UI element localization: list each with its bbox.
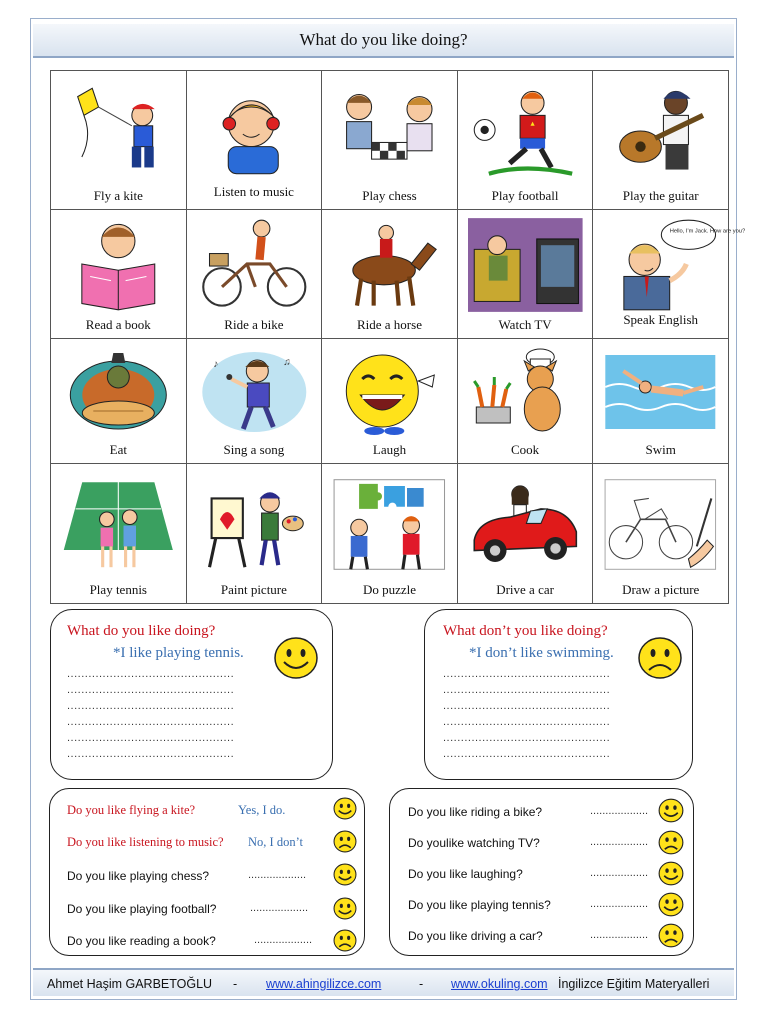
qa-question: Do you like riding a bike? (408, 805, 543, 819)
page-title: What do you like doing? (299, 30, 468, 49)
activity-label: Ride a horse (356, 317, 422, 332)
qa-answer: Yes, I do. (238, 803, 286, 817)
sad-face-icon (658, 923, 684, 948)
answer-line[interactable]: ............................................... (67, 748, 235, 760)
happy-face-icon (658, 798, 684, 823)
sad-face-icon (333, 830, 357, 853)
like-answer-lines (67, 666, 234, 762)
painting-boy-illustration (197, 472, 312, 577)
speech-bubble-text: Hello, I'm Jack. How are you? (670, 228, 746, 235)
footer-separator: - (233, 977, 238, 991)
activity-cell (322, 210, 458, 339)
answer-line[interactable]: ............................................... (67, 668, 235, 680)
footer-author: Ahmet Haşim GARBETOĞLU (47, 977, 213, 991)
answer-line[interactable]: ............................................... (443, 732, 611, 744)
activity-cell (322, 339, 458, 464)
puzzle-kids-illustration (332, 472, 447, 577)
activity-cell (51, 464, 187, 604)
activity-label: Listen to music (213, 184, 294, 199)
sad-face-icon (333, 929, 357, 952)
qa-answer: No, I don’t (248, 835, 303, 849)
reading-boy-illustration (61, 218, 176, 312)
svg-text:♪: ♪ (212, 359, 218, 370)
activity-cell (322, 464, 458, 604)
turkey-pie-illustration (61, 347, 176, 437)
footer-link-ahingilizce[interactable]: www.ahingilizce.com (266, 977, 382, 991)
football-boy-illustration (468, 79, 583, 183)
activity-cell (186, 210, 322, 339)
activity-cell (322, 71, 458, 210)
qa-question: Do you like laughing? (408, 867, 523, 881)
activity-grid (50, 70, 746, 604)
happy-face-icon (333, 797, 357, 820)
answer-line[interactable]: ............................................... (67, 716, 235, 728)
answer-line[interactable]: ............................................... (67, 700, 235, 712)
activity-cell (51, 210, 187, 339)
activity-cell (51, 71, 187, 210)
activity-label: Paint picture (220, 582, 287, 597)
activity-label: Eat (109, 442, 127, 457)
activity-label: Play the guitar (622, 188, 699, 203)
left-qa-box (49, 788, 365, 956)
happy-face-icon (273, 636, 319, 680)
answer-line[interactable]: ............................................... (67, 684, 235, 696)
qa-answer-blank[interactable]: ................... (250, 902, 309, 914)
activity-label: Play football (491, 188, 559, 203)
activity-label: Watch TV (498, 317, 552, 332)
qa-question: Do you like listening to music? (67, 835, 224, 849)
qa-question: Do you like driving a car? (408, 929, 543, 943)
activity-cell (593, 339, 729, 464)
red-car-illustration (468, 472, 583, 577)
svg-text:♫: ♫ (282, 357, 291, 368)
activity-label: Speak English (623, 312, 699, 327)
qa-question: Do you like playing football? (67, 902, 217, 916)
qa-question: Do you like reading a book? (67, 934, 216, 948)
watching-tv-illustration (468, 218, 583, 312)
activity-cell (593, 464, 729, 604)
drawing-motorbike-illustration (603, 472, 718, 577)
speak-english-illustration (603, 218, 746, 312)
activity-label: Fly a kite (93, 188, 143, 203)
footer-bar (33, 968, 734, 996)
activity-cell (186, 464, 322, 604)
laughing-smiley-illustration (332, 347, 447, 437)
activity-cell (186, 339, 322, 464)
footer-link-okuling[interactable]: www.okuling.com (451, 977, 548, 991)
cooking-cat-illustration (468, 347, 583, 437)
qa-answer-blank[interactable]: ................... (254, 934, 313, 946)
qa-answer-blank[interactable]: ................... (248, 869, 307, 881)
bike-rider-illustration (197, 218, 312, 312)
footer-tagline: İngilizce Eğitim Materyalleri (558, 977, 710, 991)
activity-label: Play tennis (89, 582, 147, 597)
right-qa-box (389, 788, 694, 956)
music-boy-illustration (197, 79, 312, 183)
swimmer-illustration (603, 347, 718, 437)
chess-kids-illustration (332, 79, 447, 183)
like-example: *I like playing tennis. (113, 645, 244, 661)
like-question: What do you like doing? (67, 623, 216, 639)
sad-face-icon (637, 636, 683, 680)
title-bar (33, 24, 734, 58)
singing-boy-illustration (197, 347, 312, 437)
activity-cell (457, 210, 593, 339)
dislike-answer-lines (443, 666, 610, 762)
answer-line[interactable]: ............................................... (67, 732, 235, 744)
activity-cell (457, 339, 593, 464)
activity-label: Read a book (85, 317, 151, 332)
activity-cell (593, 210, 746, 339)
footer-separator: - (419, 977, 424, 991)
sad-face-icon (658, 830, 684, 855)
qa-answer-blank[interactable]: ................... (590, 867, 649, 879)
guitar-girl-illustration (603, 79, 718, 183)
qa-question: Do you like playing tennis? (408, 898, 551, 912)
dislike-example: *I don’t like swimming. (469, 645, 614, 661)
activity-cell (186, 71, 322, 210)
activity-label: Cook (510, 442, 540, 457)
dislike-question: What don’t you like doing? (443, 623, 608, 639)
activity-cell (457, 464, 593, 604)
qa-answer-blank[interactable]: ................... (590, 805, 649, 817)
happy-face-icon (333, 863, 357, 886)
qa-answer-blank[interactable]: ................... (590, 929, 649, 941)
activity-cell (457, 71, 593, 210)
qa-answer-blank[interactable]: ................... (590, 898, 649, 910)
horse-rider-illustration (332, 218, 447, 312)
happy-face-icon (333, 897, 357, 920)
kite-boy-illustration (61, 79, 176, 183)
answer-line[interactable]: ............................................... (443, 700, 611, 712)
activity-label: Draw a picture (622, 582, 700, 597)
qa-answer-blank[interactable]: ................... (590, 836, 649, 848)
activity-label: Swim (645, 442, 676, 457)
happy-face-icon (658, 892, 684, 917)
activity-label: Sing a song (223, 442, 285, 457)
activity-label: Drive a car (496, 582, 554, 597)
qa-question: Do youlike watching TV? (408, 836, 540, 850)
activity-label: Laugh (372, 442, 407, 457)
qa-question: Do you like flying a kite? (67, 803, 196, 817)
activity-cell (593, 71, 729, 210)
qa-question: Do you like playing chess? (67, 869, 210, 883)
like-box (50, 609, 333, 780)
activity-label: Play chess (362, 188, 417, 203)
activity-cell (51, 339, 187, 464)
answer-line[interactable]: ............................................... (443, 684, 611, 696)
activity-label: Ride a bike (224, 317, 284, 332)
tennis-kids-illustration (61, 472, 176, 577)
answer-line[interactable]: ............................................... (443, 716, 611, 728)
happy-face-icon (658, 861, 684, 886)
activity-label: Do puzzle (362, 582, 417, 597)
answer-line[interactable]: ............................................... (443, 748, 611, 760)
dislike-box (424, 609, 693, 780)
answer-line[interactable]: ............................................... (443, 668, 611, 680)
